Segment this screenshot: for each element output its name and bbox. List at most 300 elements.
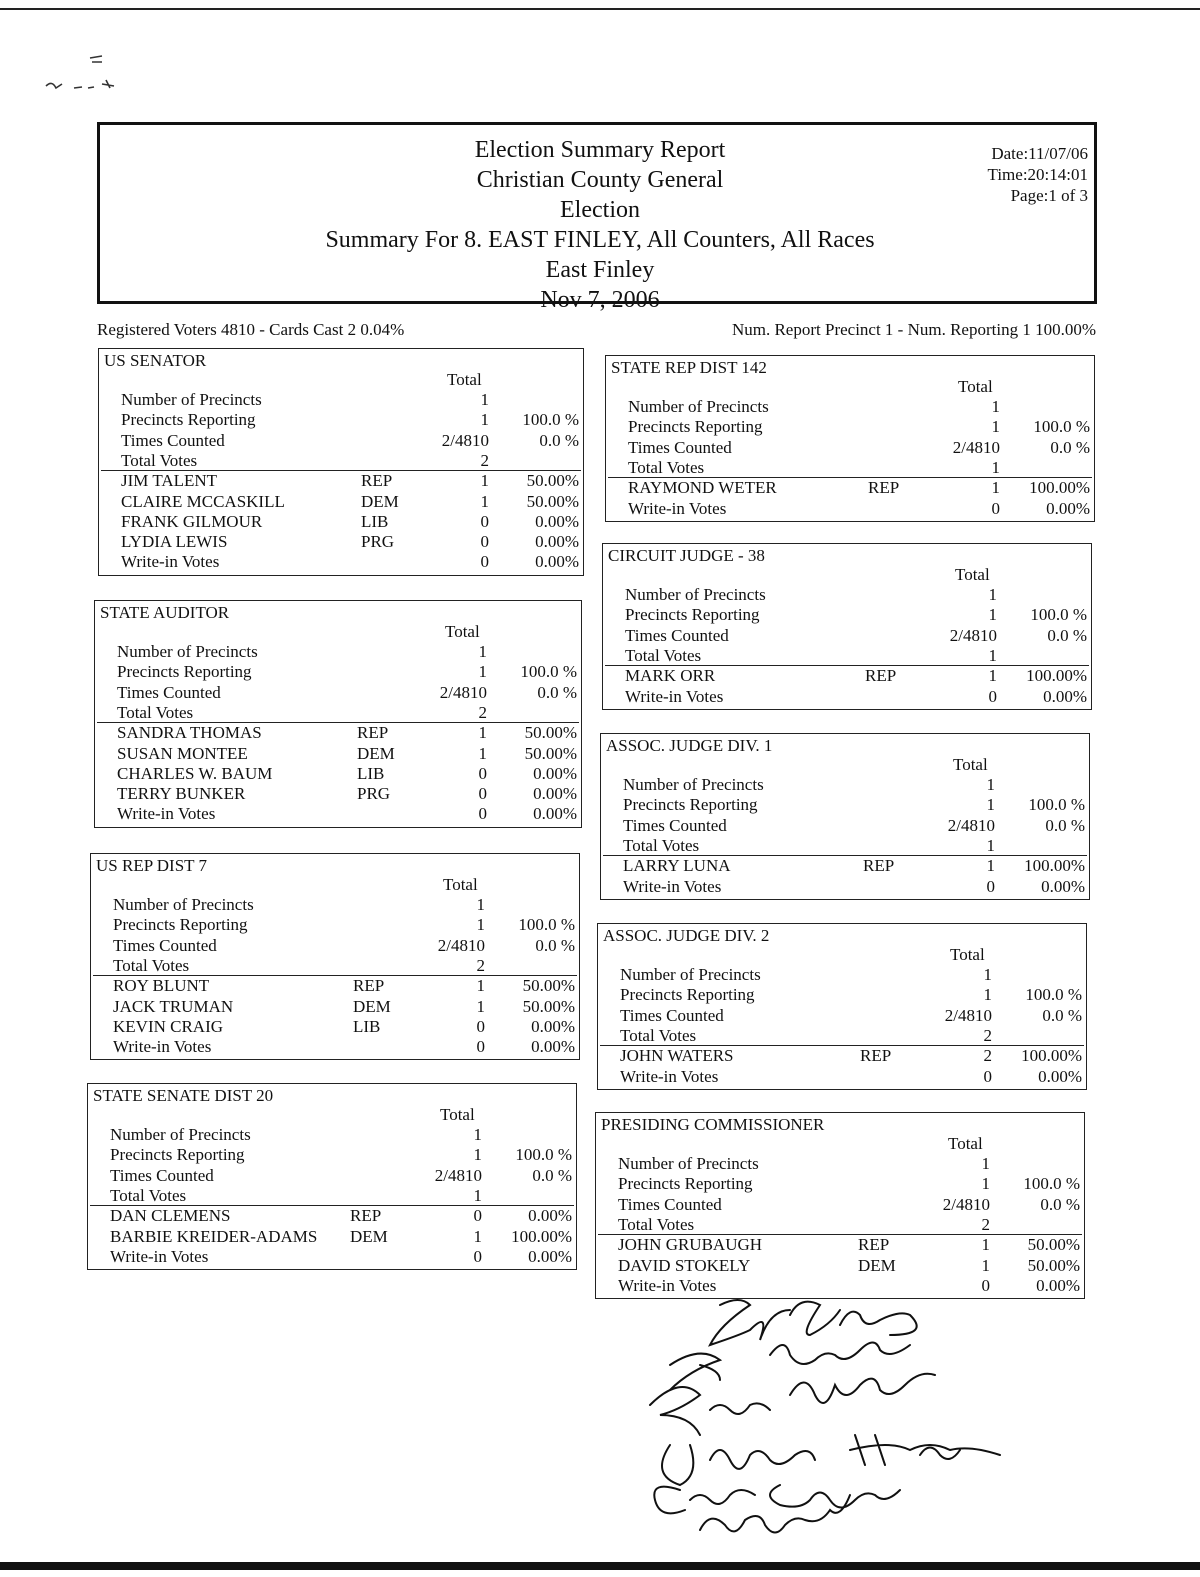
candidate-row xyxy=(91,1037,579,1057)
stat-value: 1 xyxy=(988,645,997,665)
candidate-percent: 100.00% xyxy=(1026,666,1087,686)
stat-label: Precincts Reporting xyxy=(628,417,763,437)
candidate-row xyxy=(596,1256,1084,1276)
candidate-votes: 0 xyxy=(988,686,997,706)
stat-value: 1 xyxy=(983,985,992,1005)
stat-label: Number of Precincts xyxy=(620,965,761,984)
candidate-row xyxy=(91,1017,579,1037)
candidate-row xyxy=(88,1206,576,1226)
candidate-row xyxy=(95,804,581,824)
stat-value: 1 xyxy=(981,1174,990,1194)
candidate-percent: 0.00% xyxy=(533,784,577,804)
stat-value: 1 xyxy=(476,895,485,914)
stat-row xyxy=(598,1006,1086,1026)
candidate-votes: 0 xyxy=(480,532,489,552)
candidate-votes: 1 xyxy=(478,723,487,743)
race-box xyxy=(605,355,1095,522)
stat-value: 1 xyxy=(988,585,997,604)
stat-row xyxy=(88,1145,576,1165)
stat-percent: 100.0 % xyxy=(520,662,577,682)
candidate-percent: 0.00% xyxy=(1046,498,1090,518)
stat-label: Times Counted xyxy=(620,1005,724,1025)
stat-value: 1 xyxy=(473,1125,482,1144)
candidate-row xyxy=(91,976,579,996)
candidate-votes: 1 xyxy=(991,478,1000,498)
stat-percent: 0.0 % xyxy=(1050,437,1090,457)
stat-label: Number of Precincts xyxy=(117,642,258,661)
candidate-votes: 2 xyxy=(983,1046,992,1066)
stat-value: 1 xyxy=(986,795,995,815)
candidate-votes: 0 xyxy=(476,1037,485,1057)
stat-row xyxy=(598,985,1086,1005)
candidate-name: Write-in Votes xyxy=(121,552,220,572)
stat-row xyxy=(91,915,579,935)
stat-value: 1 xyxy=(480,410,489,430)
candidate-percent: 50.00% xyxy=(522,976,575,996)
stat-row xyxy=(95,683,581,703)
stat-value: 1 xyxy=(983,965,992,984)
header-meta xyxy=(988,143,1088,206)
stat-value: 1 xyxy=(473,1145,482,1165)
stat-value: 2/4810 xyxy=(942,1194,990,1214)
candidate-row xyxy=(601,877,1089,897)
candidate-votes: 1 xyxy=(981,1255,990,1275)
stat-percent: 0.0 % xyxy=(535,935,575,955)
stat-row xyxy=(601,816,1089,836)
candidate-votes: 0 xyxy=(983,1066,992,1086)
candidate-percent: 50.00% xyxy=(1027,1255,1080,1275)
stat-value: 2/4810 xyxy=(434,1165,482,1185)
total-column-header: Total xyxy=(948,1134,983,1153)
stat-label: Times Counted xyxy=(623,815,727,835)
stat-row xyxy=(601,795,1089,815)
candidate-name: JIM TALENT xyxy=(121,471,218,491)
stat-percent: 100.0 % xyxy=(1025,985,1082,1005)
stat-row xyxy=(88,1186,576,1206)
race-title: PRESIDING COMMISSIONER xyxy=(601,1115,825,1134)
candidate-percent: 50.00% xyxy=(522,996,575,1016)
stat-value: 2/4810 xyxy=(437,935,485,955)
candidate-row xyxy=(95,764,581,784)
candidate-party: DEM xyxy=(357,743,395,763)
race-box xyxy=(98,348,584,576)
header-title-line: East Finley xyxy=(545,257,655,283)
stat-row xyxy=(603,626,1091,646)
stat-value: 2 xyxy=(480,450,489,470)
stat-value: 2/4810 xyxy=(441,430,489,450)
candidate-party: PRG xyxy=(361,532,395,552)
candidate-name: RAYMOND WETER xyxy=(628,478,777,498)
candidate-party: LIB xyxy=(353,1016,381,1036)
stat-label: Total Votes xyxy=(628,457,705,477)
candidate-percent: 0.00% xyxy=(1038,1066,1082,1086)
stat-row xyxy=(596,1215,1084,1235)
candidate-party: REP xyxy=(350,1206,382,1226)
candidate-name: Write-in Votes xyxy=(625,686,724,706)
candidate-row xyxy=(88,1247,576,1267)
candidate-row xyxy=(601,856,1089,876)
candidate-name: SANDRA THOMAS xyxy=(117,723,262,743)
stat-label: Precincts Reporting xyxy=(117,662,252,682)
stat-percent: 100.0 % xyxy=(1028,795,1085,815)
stat-percent: 0.0 % xyxy=(1040,1194,1080,1214)
candidate-name: BARBIE KREIDER-ADAMS xyxy=(110,1226,318,1246)
total-column-header: Total xyxy=(953,755,988,774)
stat-row xyxy=(596,1174,1084,1194)
stat-value: 2/4810 xyxy=(944,1005,992,1025)
stat-value: 2 xyxy=(981,1214,990,1234)
stat-percent: 0.0 % xyxy=(539,430,579,450)
candidate-name: JOHN WATERS xyxy=(620,1046,734,1066)
total-column-header: Total xyxy=(958,377,993,396)
race-box xyxy=(87,1083,577,1270)
candidate-party: REP xyxy=(868,478,900,498)
candidate-row xyxy=(99,512,583,532)
stat-row xyxy=(88,1125,576,1145)
candidate-votes: 0 xyxy=(480,552,489,572)
candidate-votes: 1 xyxy=(473,1226,482,1246)
stat-row xyxy=(601,836,1089,856)
stat-row xyxy=(603,646,1091,666)
stat-row xyxy=(598,965,1086,985)
stat-label: Times Counted xyxy=(110,1165,214,1185)
candidate-percent: 0.00% xyxy=(1043,686,1087,706)
stat-value: 2/4810 xyxy=(952,437,1000,457)
candidate-votes: 0 xyxy=(478,763,487,783)
total-column-header: Total xyxy=(955,565,990,584)
candidate-name: FRANK GILMOUR xyxy=(121,511,263,531)
reporting-summary: Num. Report Precinct 1 - Num. Reporting 1 100.00% xyxy=(731,320,1096,339)
stat-row xyxy=(95,642,581,662)
candidate-percent: 0.00% xyxy=(1036,1275,1080,1295)
race-title: ASSOC. JUDGE DIV. 1 xyxy=(606,736,773,755)
stat-value: 1 xyxy=(478,642,487,661)
candidate-votes: 0 xyxy=(473,1206,482,1226)
candidate-name: MARK ORR xyxy=(625,666,716,686)
header-title-line: Election xyxy=(560,197,640,223)
candidate-party: LIB xyxy=(357,763,385,783)
stat-row xyxy=(99,431,583,451)
candidate-percent: 0.00% xyxy=(531,1037,575,1057)
stat-value: 1 xyxy=(991,457,1000,477)
stat-label: Times Counted xyxy=(625,625,729,645)
candidate-percent: 0.00% xyxy=(531,1016,575,1036)
candidate-percent: 0.00% xyxy=(535,511,579,531)
candidate-votes: 1 xyxy=(478,743,487,763)
race-box xyxy=(600,733,1090,900)
candidate-votes: 0 xyxy=(991,498,1000,518)
stat-percent: 0.0 % xyxy=(532,1165,572,1185)
candidate-party: REP xyxy=(860,1046,892,1066)
candidate-party: REP xyxy=(357,723,389,743)
stat-label: Total Votes xyxy=(110,1185,187,1205)
stat-label: Total Votes xyxy=(620,1025,697,1045)
header-title-block xyxy=(100,135,1100,315)
stat-value: 1 xyxy=(986,775,995,794)
stat-label: Total Votes xyxy=(625,645,702,665)
candidate-name: LYDIA LEWIS xyxy=(121,532,228,552)
candidate-party: REP xyxy=(865,666,897,686)
candidate-party: LIB xyxy=(361,511,389,531)
stat-value: 1 xyxy=(981,1154,990,1173)
candidate-percent: 100.00% xyxy=(1021,1046,1082,1066)
stat-percent: 100.0 % xyxy=(515,1145,572,1165)
stat-value: 2 xyxy=(478,702,487,722)
stat-value: 2/4810 xyxy=(949,625,997,645)
candidate-votes: 1 xyxy=(480,471,489,491)
stat-label: Precincts Reporting xyxy=(618,1174,753,1194)
stat-row xyxy=(95,662,581,682)
stat-row xyxy=(91,956,579,976)
total-column-header: Total xyxy=(445,622,480,641)
candidate-party: PRG xyxy=(357,784,391,804)
stat-value: 2 xyxy=(476,955,485,975)
candidate-party: REP xyxy=(353,976,385,996)
stat-label: Number of Precincts xyxy=(628,397,769,416)
candidate-percent: 100.00% xyxy=(511,1226,572,1246)
race-title: CIRCUIT JUDGE - 38 xyxy=(608,546,765,565)
total-column-header: Total xyxy=(440,1105,475,1124)
stat-percent: 0.0 % xyxy=(537,682,577,702)
stat-value: 1 xyxy=(480,390,489,409)
stat-percent: 0.0 % xyxy=(1045,815,1085,835)
candidate-party: REP xyxy=(361,471,393,491)
stat-value: 2 xyxy=(983,1025,992,1045)
candidate-name: TERRY BUNKER xyxy=(117,784,246,804)
race-box xyxy=(595,1112,1085,1299)
race-title: US SENATOR xyxy=(104,351,207,370)
candidate-votes: 0 xyxy=(480,511,489,531)
stat-row xyxy=(606,417,1094,437)
candidate-votes: 1 xyxy=(476,996,485,1016)
candidate-row xyxy=(596,1235,1084,1255)
bottom-rule xyxy=(0,1562,1200,1570)
stat-row xyxy=(606,397,1094,417)
candidate-row xyxy=(91,997,579,1017)
stat-label: Number of Precincts xyxy=(113,895,254,914)
candidate-name: LARRY LUNA xyxy=(623,856,731,876)
candidate-percent: 50.00% xyxy=(526,491,579,511)
candidate-votes: 0 xyxy=(986,876,995,896)
candidate-name: Write-in Votes xyxy=(110,1246,209,1266)
stat-row xyxy=(596,1195,1084,1215)
candidate-name: Write-in Votes xyxy=(623,876,722,896)
candidate-percent: 50.00% xyxy=(526,471,579,491)
total-column-header: Total xyxy=(443,875,478,894)
candidate-percent: 0.00% xyxy=(533,763,577,783)
candidate-votes: 0 xyxy=(476,1016,485,1036)
report-page: Page:1 of 3 xyxy=(1010,186,1088,205)
stat-value: 2/4810 xyxy=(439,682,487,702)
candidate-party: DEM xyxy=(350,1226,388,1246)
stat-label: Precincts Reporting xyxy=(623,795,758,815)
candidate-party: REP xyxy=(858,1235,890,1255)
stat-row xyxy=(606,458,1094,478)
stat-percent: 100.0 % xyxy=(1023,1174,1080,1194)
candidate-votes: 1 xyxy=(988,666,997,686)
stat-row xyxy=(603,585,1091,605)
candidate-name: CHARLES W. BAUM xyxy=(117,763,273,783)
stat-label: Precincts Reporting xyxy=(113,915,248,935)
race-box xyxy=(602,543,1092,710)
candidate-name: SUSAN MONTEE xyxy=(117,743,248,763)
stat-label: Precincts Reporting xyxy=(121,410,256,430)
candidate-name: CLAIRE MCCASKILL xyxy=(121,491,285,511)
candidate-votes: 0 xyxy=(478,804,487,824)
candidate-row xyxy=(95,784,581,804)
stat-row xyxy=(606,438,1094,458)
candidate-percent: 0.00% xyxy=(1041,876,1085,896)
stat-value: 1 xyxy=(476,915,485,935)
stat-label: Number of Precincts xyxy=(625,585,766,604)
candidate-party: DEM xyxy=(353,996,391,1016)
stat-label: Times Counted xyxy=(618,1194,722,1214)
candidate-row xyxy=(603,666,1091,686)
candidate-name: Write-in Votes xyxy=(618,1275,717,1295)
stat-label: Number of Precincts xyxy=(623,775,764,794)
stat-percent: 0.0 % xyxy=(1047,625,1087,645)
candidate-name: JACK TRUMAN xyxy=(113,996,234,1016)
candidate-row xyxy=(99,532,583,552)
stat-row xyxy=(91,895,579,915)
candidate-party: DEM xyxy=(858,1255,896,1275)
stat-label: Precincts Reporting xyxy=(620,985,755,1005)
candidate-votes: 0 xyxy=(478,784,487,804)
candidate-percent: 0.00% xyxy=(528,1206,572,1226)
header-title-line: Nov 7, 2006 xyxy=(540,287,660,313)
candidate-percent: 0.00% xyxy=(535,552,579,572)
candidate-name: DAN CLEMENS xyxy=(110,1206,231,1226)
stat-label: Times Counted xyxy=(121,430,225,450)
stat-row xyxy=(91,936,579,956)
candidate-row xyxy=(606,478,1094,498)
header-title-line: Christian County General xyxy=(476,167,724,193)
stat-row xyxy=(99,451,583,471)
candidate-row xyxy=(99,492,583,512)
candidate-votes: 1 xyxy=(476,976,485,996)
candidate-votes: 0 xyxy=(473,1246,482,1266)
candidate-name: ROY BLUNT xyxy=(113,976,210,996)
candidate-row xyxy=(95,723,581,743)
stat-label: Times Counted xyxy=(117,682,221,702)
header-title-line: Election Summary Report xyxy=(474,137,726,163)
registered-voters-summary: Registered Voters 4810 - Cards Cast 2 0.04% xyxy=(97,320,405,339)
stat-value: 1 xyxy=(473,1185,482,1205)
stat-label: Number of Precincts xyxy=(618,1154,759,1173)
candidate-percent: 100.00% xyxy=(1024,856,1085,876)
header-title-line: Summary For 8. EAST FINLEY, All Counters, All Races xyxy=(325,227,875,253)
candidate-percent: 0.00% xyxy=(533,804,577,824)
stat-row xyxy=(601,775,1089,795)
race-title: STATE SENATE DIST 20 xyxy=(93,1086,274,1105)
candidate-row xyxy=(603,687,1091,707)
candidate-name: Write-in Votes xyxy=(113,1037,212,1057)
candidate-percent: 50.00% xyxy=(1027,1235,1080,1255)
candidate-name: Write-in Votes xyxy=(117,804,216,824)
candidate-percent: 50.00% xyxy=(524,743,577,763)
stat-row xyxy=(99,390,583,410)
stat-row xyxy=(95,703,581,723)
stat-label: Total Votes xyxy=(618,1214,695,1234)
stat-row xyxy=(598,1026,1086,1046)
candidate-name: JOHN GRUBAUGH xyxy=(618,1235,763,1255)
stat-percent: 0.0 % xyxy=(1042,1005,1082,1025)
stat-label: Times Counted xyxy=(113,935,217,955)
candidate-name: Write-in Votes xyxy=(628,498,727,518)
stat-label: Total Votes xyxy=(113,955,190,975)
report-time: Time:20:14:01 xyxy=(987,165,1088,184)
candidate-row xyxy=(598,1067,1086,1087)
stat-label: Precincts Reporting xyxy=(110,1145,245,1165)
stat-row xyxy=(99,410,583,430)
stat-label: Precincts Reporting xyxy=(625,605,760,625)
candidate-percent: 0.00% xyxy=(535,532,579,552)
candidate-party: DEM xyxy=(361,491,399,511)
candidate-row xyxy=(606,499,1094,519)
candidate-percent: 100.00% xyxy=(1029,478,1090,498)
report-date: Date:11/07/06 xyxy=(991,144,1088,163)
candidate-row xyxy=(598,1046,1086,1066)
stat-row xyxy=(603,605,1091,625)
candidate-name: Write-in Votes xyxy=(620,1066,719,1086)
stray-marks xyxy=(40,50,140,100)
stat-label: Times Counted xyxy=(628,437,732,457)
candidate-name: KEVIN CRAIG xyxy=(113,1016,224,1036)
stat-value: 1 xyxy=(991,397,1000,416)
candidate-row xyxy=(99,471,583,491)
candidate-row xyxy=(95,744,581,764)
stat-value: 1 xyxy=(478,662,487,682)
candidate-party: REP xyxy=(863,856,895,876)
candidate-votes: 0 xyxy=(981,1275,990,1295)
stat-value: 1 xyxy=(988,605,997,625)
stat-row xyxy=(596,1154,1084,1174)
stat-percent: 100.0 % xyxy=(1033,417,1090,437)
stat-label: Total Votes xyxy=(623,835,700,855)
candidate-votes: 1 xyxy=(981,1235,990,1255)
total-column-header: Total xyxy=(447,370,482,389)
stat-percent: 100.0 % xyxy=(522,410,579,430)
race-box xyxy=(94,600,582,828)
candidate-percent: 50.00% xyxy=(524,723,577,743)
stat-row xyxy=(88,1166,576,1186)
stat-label: Total Votes xyxy=(117,702,194,722)
candidate-votes: 1 xyxy=(480,491,489,511)
stat-value: 1 xyxy=(991,417,1000,437)
candidate-percent: 0.00% xyxy=(528,1246,572,1266)
candidate-row xyxy=(88,1227,576,1247)
handwritten-signatures xyxy=(640,1285,1060,1555)
report-header xyxy=(97,122,1097,313)
stat-label: Number of Precincts xyxy=(110,1125,251,1144)
race-box xyxy=(597,923,1087,1090)
race-box xyxy=(90,853,580,1060)
stat-percent: 100.0 % xyxy=(518,915,575,935)
race-title: ASSOC. JUDGE DIV. 2 xyxy=(603,926,770,945)
race-title: STATE AUDITOR xyxy=(100,603,230,622)
stat-percent: 100.0 % xyxy=(1030,605,1087,625)
total-column-header: Total xyxy=(950,945,985,964)
stat-value: 2/4810 xyxy=(947,815,995,835)
stat-value: 1 xyxy=(986,835,995,855)
candidate-name: DAVID STOKELY xyxy=(618,1255,751,1275)
candidate-votes: 1 xyxy=(986,856,995,876)
stat-label: Total Votes xyxy=(121,450,198,470)
race-title: US REP DIST 7 xyxy=(96,856,207,875)
candidate-row xyxy=(99,552,583,572)
top-rule xyxy=(0,8,1200,10)
race-title: STATE REP DIST 142 xyxy=(611,358,767,377)
